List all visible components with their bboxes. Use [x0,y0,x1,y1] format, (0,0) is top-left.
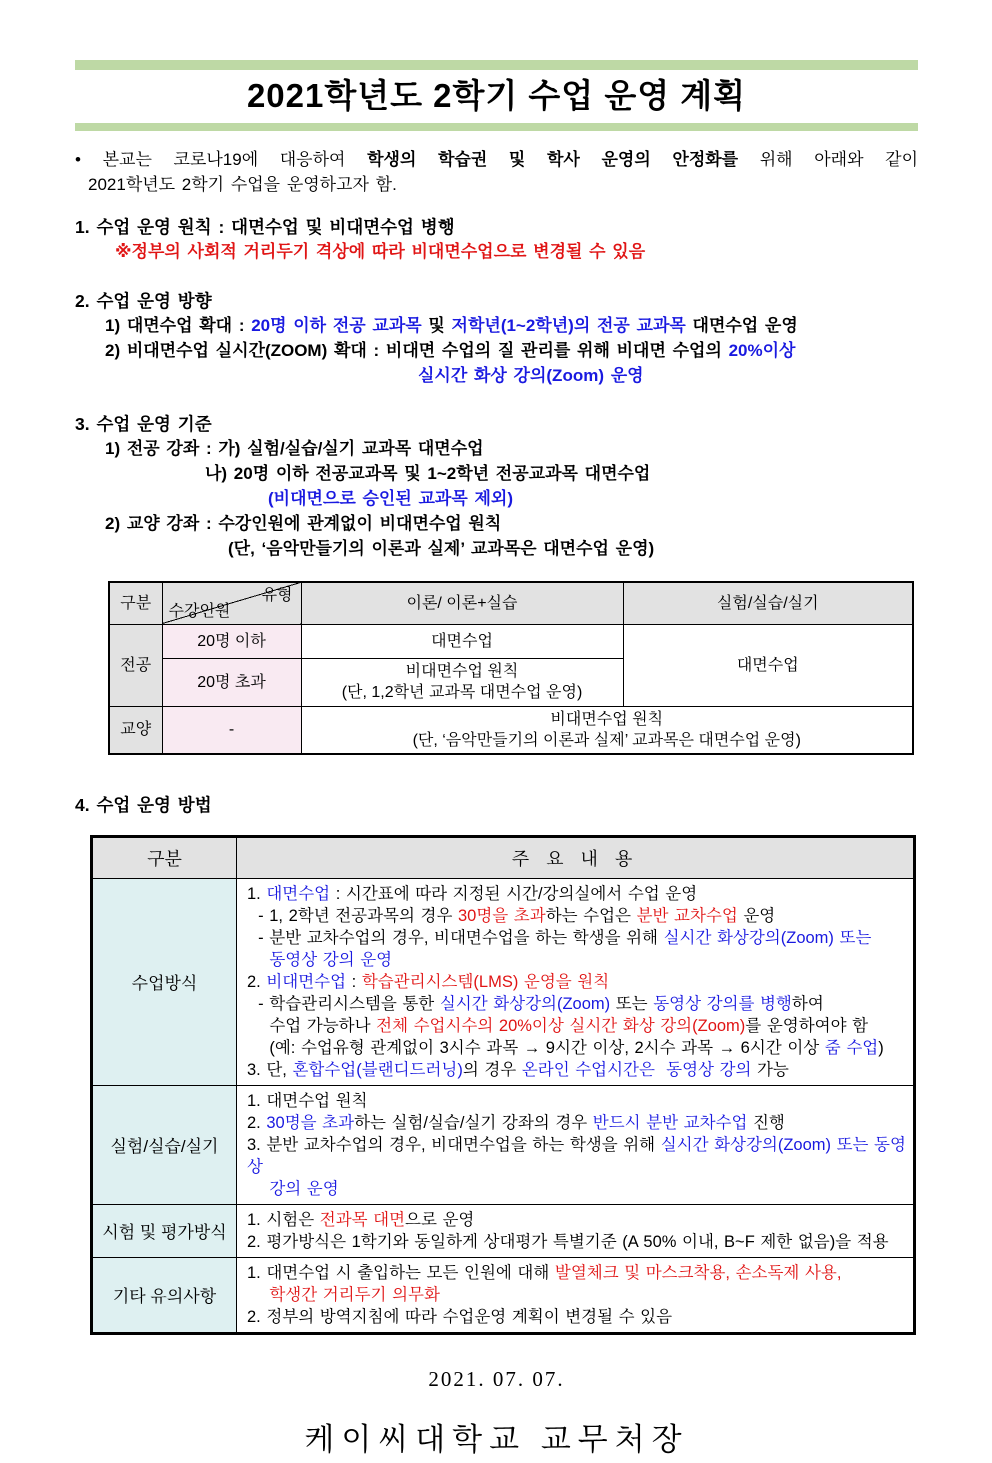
section-3-item-1b-exception: (비대면으로 승인된 교과목 제외) [268,489,513,508]
content-line: - 학습관리시스템을 통한 실시간 화상강의(Zoom) 또는 동영상 강의를 병행하여 [247,994,824,1013]
page-title: 2021학년도 2학기 수업 운영 계획 [246,77,747,114]
criteria-table [108,581,914,755]
table-row [109,624,913,658]
methods-table-header-row [92,836,915,878]
section-3-item-2-exception: (단, ‘음악만들기의 이론과 실제’ 교과목은 대면수업 운영) [228,539,655,558]
document-date: 2021. 07. 07. [428,1366,565,1391]
criteria-header-practice: 실험/실습/실기 [623,582,913,624]
table-row [92,1257,915,1333]
methods-row-content-evaluation [237,1204,915,1257]
criteria-liberal-label: 교양 [109,706,162,754]
methods-row-label-etc: 기타 유의사항 [92,1257,237,1333]
criteria-liberal-rule [301,706,913,754]
criteria-liberal-rule-line1: 비대면수업 원칙 [550,710,664,728]
title-bottom-rule [75,123,918,131]
document-page [0,60,992,1463]
content-line: 2. 비대면수업 : 학습관리시스템(LMS) 운영을 원칙 [247,972,610,991]
section-3-item-2: 2) 교양 강좌 : 수강인원에 관계없이 비대면수업 원칙 [105,514,502,533]
criteria-table-header-row [109,582,913,624]
content-line: 1. 시험은 전과목 대면으로 운영 [247,1210,475,1229]
section-2-item-2: 2) 비대면수업 실시간(ZOOM) 확대 : 비대면 수업의 질 관리를 위해 비대면 수업의 20%이상 [105,341,796,360]
section-3-item-1b: 나) 20명 이하 전공교과목 및 1~2학년 전공교과목 대면수업 [205,464,651,483]
criteria-liberal-cond: - [162,706,301,754]
content-line: 학생간 거리두기 의무화 [269,1285,440,1304]
content-line: 1. 대면수업 원칙 [247,1091,368,1110]
content-line: - 1, 2학년 전공과목의 경우 30명을 초과하는 수업은 분반 교차수업 운영 [247,906,776,925]
content-line: 2. 정부의 방역지침에 따라 수업운영 계획이 변경될 수 있음 [247,1307,673,1326]
section-2-heading: 2. 수업 운영 방향 [75,291,212,311]
methods-row-label-evaluation: 시험 및 평가방식 [92,1204,237,1257]
section-4-methods [75,793,918,817]
table-row [92,1085,915,1204]
methods-row-content-lab [237,1085,915,1204]
table-row [92,1204,915,1257]
diagonal-label-type: 유형 [261,587,293,604]
criteria-practice-merged: 대면수업 [623,624,913,706]
intro-paragraph [75,147,918,197]
section-2-item-2-continued: 실시간 화상 강의(Zoom) 운영 [418,366,644,385]
section-3-criteria [75,412,918,561]
content-line: 2. 30명을 초과하는 실험/실습/실기 강좌의 경우 반드시 분반 교차수업 진행 [247,1113,785,1132]
criteria-liberal-rule-line2: (단, ‘음악만들기의 이론과 실제’ 교과목은 대면수업 운영) [412,731,801,749]
section-1-warning-note: ※정부의 사회적 거리두기 격상에 따라 비대면수업으로 변경될 수 있음 [115,242,646,261]
methods-header-content-label: 주 요 내 용 [511,848,639,869]
content-line: 3. 단, 혼합수업(블랜디드러닝)의 경우 온라인 수업시간은 동영상 강의 가능 [247,1060,789,1079]
intro-line: 2021학년도 2학기 수업을 운영하고자 함. [88,175,397,194]
criteria-under20-theory: 대면수업 [301,624,623,658]
content-line: 동영상 강의 운영 [269,950,393,969]
methods-table [90,835,916,1335]
methods-header-content [237,836,915,878]
content-line: 3. 분반 교차수업의 경우, 비대면수업을 하는 학생을 위해 실시간 화상강의(Zoom) 또는 동영상 [247,1135,906,1176]
content-line: 수업 가능하나 전체 수업시수의 20%이상 실시간 화상 강의(Zoom)를 운영하여야 함 [247,1016,869,1035]
criteria-major-label: 전공 [109,624,162,706]
content-line: 2. 평가방식은 1학기와 동일하게 상대평가 특별기준 (A 50% 이내, B~F 제한 없음)을 적용 [247,1232,889,1251]
table-row [109,706,913,754]
methods-row-label-class-method: 수업방식 [92,878,237,1085]
methods-row-content-etc [237,1257,915,1333]
content-line: 강의 운영 [269,1179,339,1198]
document-signer: 케이씨대학교 교무처장 [304,1421,689,1457]
section-2-item-1: 1) 대면수업 확대 : 20명 이하 전공 교과목 및 저학년(1~2학년)의 전공 교과목 대면수업 운영 [105,316,798,335]
section-2-direction [75,289,918,388]
title-top-rule [75,60,918,70]
criteria-header-diagonal-cell [162,582,301,624]
content-line: 1. 대면수업 : 시간표에 따라 지정된 시간/강의실에서 수업 운영 [247,884,698,903]
methods-header-gubun: 구분 [92,836,237,878]
section-3-item-1: 1) 전공 강좌 : 가) 실험/실습/실기 교과목 대면수업 [105,439,484,458]
criteria-header-theory: 이론/ 이론+실습 [301,582,623,624]
criteria-over20-theory-line2: (단, 1,2학년 교과목 대면수업 운영) [341,684,583,701]
methods-row-label-lab: 실험/실습/실기 [92,1085,237,1204]
content-line: - 분반 교차수업의 경우, 비대면수업을 하는 학생을 위해 실시간 화상강의(Zoom) 또는 [247,928,872,947]
section-1-principles [75,215,918,264]
criteria-cond-under20: 20명 이하 [162,624,301,658]
content-line: 1. 대면수업 시 출입하는 모든 인원에 대해 발열체크 및 마스크착용, 손소독제 사용, [247,1263,842,1282]
section-4-heading: 4. 수업 운영 방법 [75,794,212,815]
table-row [92,878,915,1085]
content-line: (예: 수업유형 관계없이 3시수 과목 → 9시간 이상, 2시수 과목 → 6시간 이상 줌 수업) [247,1038,884,1057]
diagonal-label-enrollment: 수강인원 [168,602,231,620]
criteria-over20-theory [301,658,623,706]
section-1-heading: 1. 수업 운영 원칙 : 대면수업 및 비대면수업 병행 [75,217,455,237]
criteria-over20-theory-line1: 비대면수업 원칙 [405,663,519,680]
criteria-cond-over20: 20명 초과 [162,658,301,706]
intro-line: • 본교는 코로나19에 대응하여 학생의 학습권 및 학사 운영의 안정화를 위해 아래와 같이 [75,150,918,169]
criteria-header-gubun: 구분 [109,582,162,624]
section-3-heading: 3. 수업 운영 기준 [75,414,212,434]
methods-row-content-class-method [237,878,915,1085]
